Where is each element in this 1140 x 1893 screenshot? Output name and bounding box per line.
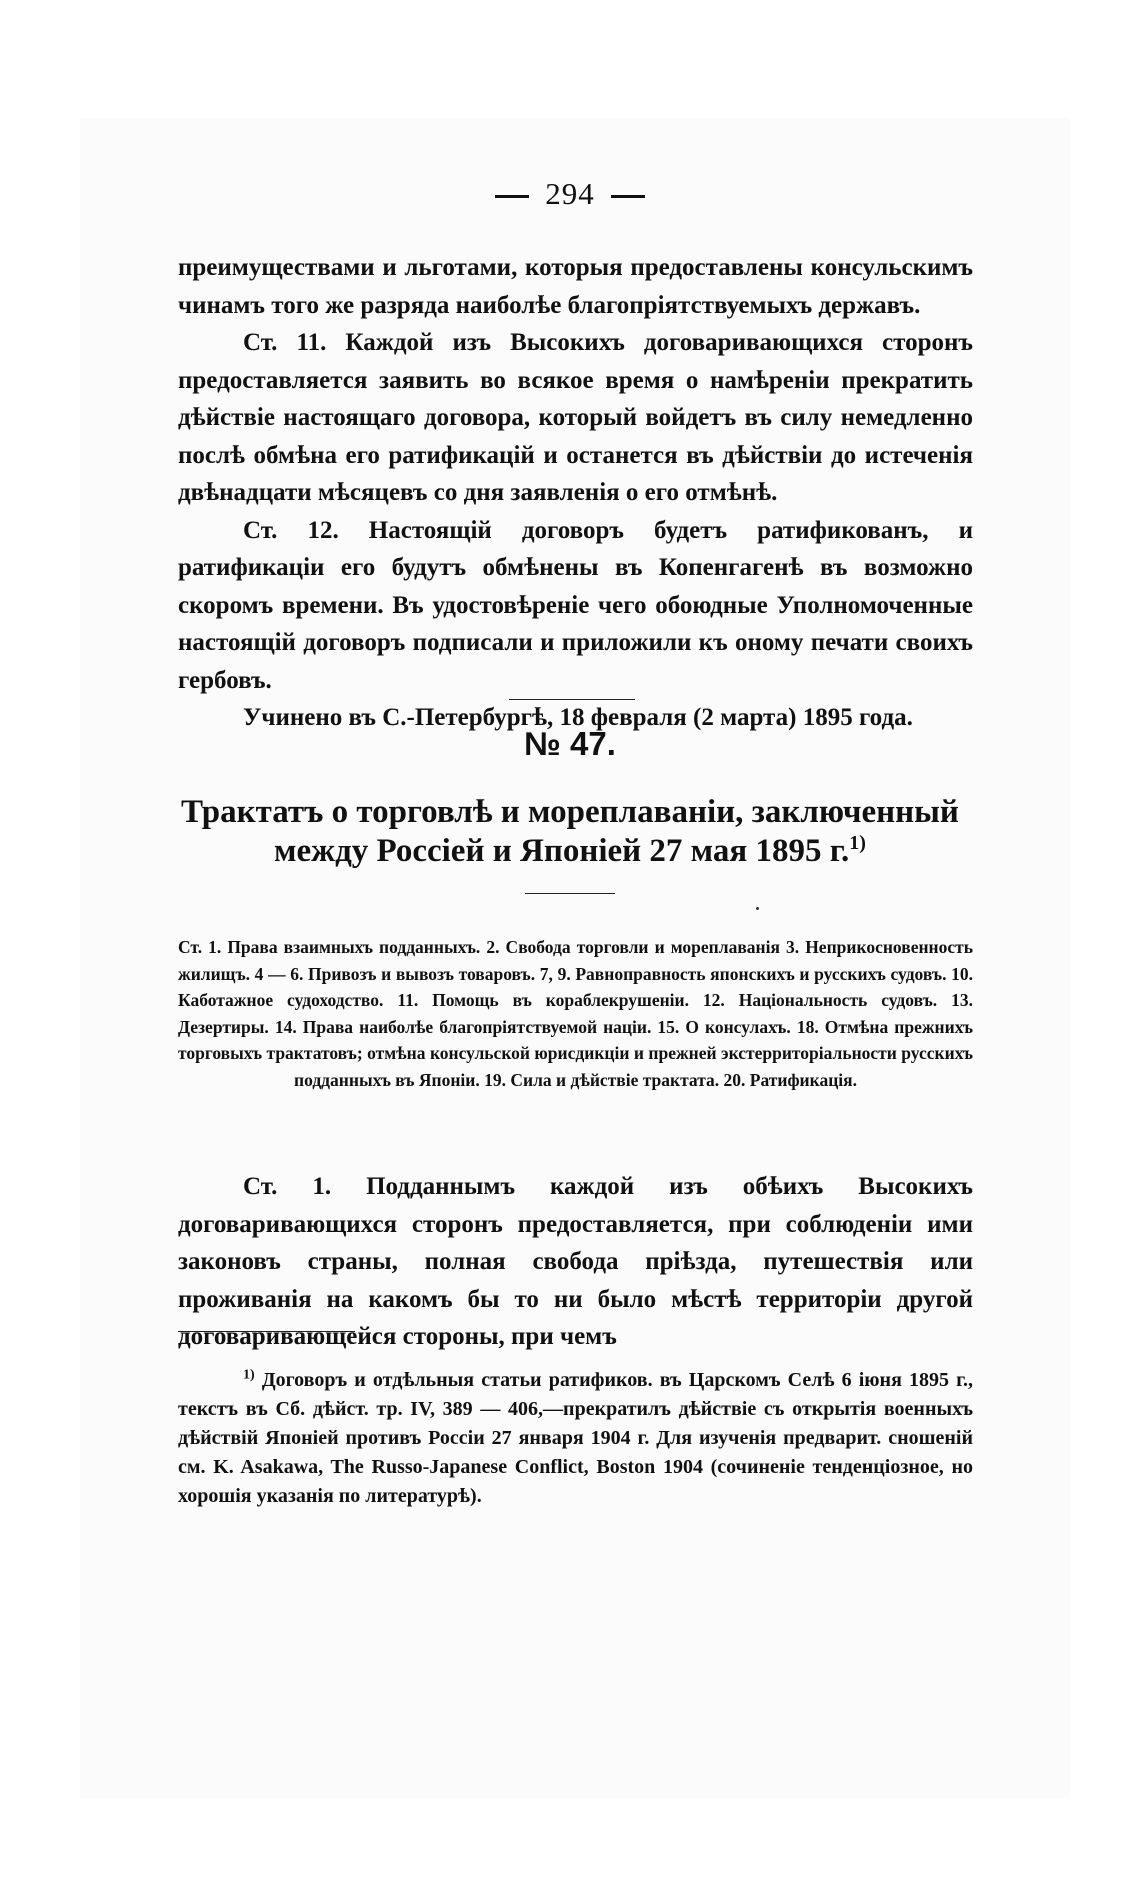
section-divider xyxy=(509,699,635,700)
paragraph-article-1: Ст. 1. Подданнымъ каждой изъ обѣихъ Высокихъ договаривающихся сторонъ предоставляется, при соблюденіи ими законовъ страны, полная свобода пріѣзда, путешествія или проживанія на какомъ бы то ни было мѣстѣ территоріи другой договаривающейся стороны, при чемъ xyxy=(178,1173,973,1350)
page-number-text: 294 xyxy=(545,176,595,211)
paragraph-continuation: преимуществами и льготами, которыя предоставлены консульскимъ чинамъ того же разряда наиболѣе благопріятствуемыхъ державъ. xyxy=(178,254,973,319)
top-text-block xyxy=(178,249,973,737)
treaty-title xyxy=(150,793,990,871)
paragraph-article-11: Ст. 11. Каждой изъ Высокихъ договаривающихся сторонъ предоставляется заявить во всякое время о намѣреніи прекратить дѣйствіе настоящаго договора, который войдетъ въ силу немедленно послѣ обмѣна его ратификацій и останется въ дѣйствіи до истеченія двѣнадцати мѣсяцевъ со дня заявленія о его отмѣнѣ. xyxy=(178,329,973,506)
title-line-1: Трактатъ о торговлѣ и мореплаваніи, заключенный xyxy=(181,794,959,830)
article-1-block xyxy=(178,1168,973,1356)
dash-left xyxy=(495,195,529,198)
print-speck xyxy=(756,907,759,910)
paragraph-signing: Учинено въ С.-Петербургѣ, 18 февраля (2 марта) 1895 года. xyxy=(243,704,913,731)
footnote-divider xyxy=(178,1331,355,1332)
footnote-mark: 1) xyxy=(243,1367,255,1383)
page-number xyxy=(0,176,1140,212)
title-divider xyxy=(525,893,615,894)
title-line-2 xyxy=(150,832,990,871)
title-line-2-text: между Россіей и Японіей 27 мая 1895 г. xyxy=(274,833,850,869)
document-number: № 47. xyxy=(524,725,616,762)
title-footnote-mark: 1) xyxy=(849,832,866,854)
footnote xyxy=(178,1366,973,1511)
contents-summary: Ст. 1. Права взаимныхъ подданныхъ. 2. Свобода торговли и мореплаванія 3. Неприкосновенность жилищъ. 4 — 6. Привозъ и вывозъ товаровъ. 7, 9. Равноправность японскихъ и русскихъ судовъ. 10. Каботажное судоходство. 11. Помощь въ кораблекрушеніи. 12. Національность судовъ. 13. Дезертиры. 14. Права наиболѣе благопріятствуемой націи. 15. О консулахъ. 18. Отмѣна прежнихъ торговыхъ трактатовъ; отмѣна консульской юрисдикціи и прежней экстерриторіальности русскихъ подданныхъ въ Японіи. 19. Сила и дѣйствіе трактата. 20. Ратификація. xyxy=(178,937,973,1090)
paragraph-article-12: Ст. 12. Настоящій договоръ будетъ ратификованъ, и ратификаціи его будутъ обмѣнены въ Копенгагенѣ въ возможно скоромъ времени. Въ удостовѣреніе чего обоюдные Уполномоченные настоящій договоръ подписали и приложили къ оному печати своихъ гербовъ. xyxy=(178,516,973,694)
footnote-text: Договоръ и отдѣльныя статьи ратификов. въ Царскомъ Селѣ 6 іюня 1895 г., текстъ въ Сб. дѣйст. тр. IV, 389 — 406,—прекратилъ дѣйствіе съ открытія военныхъ дѣйствій Японіей противъ Россіи 27 января 1904 г. Для изученія предварит. сношеній см. K. Asakawa, The Russo-Japanese Conflict, Boston 1904 (сочиненіе тенденціозное, но хорошія указанія по литературѣ). xyxy=(178,1369,973,1507)
dash-right xyxy=(611,195,645,198)
